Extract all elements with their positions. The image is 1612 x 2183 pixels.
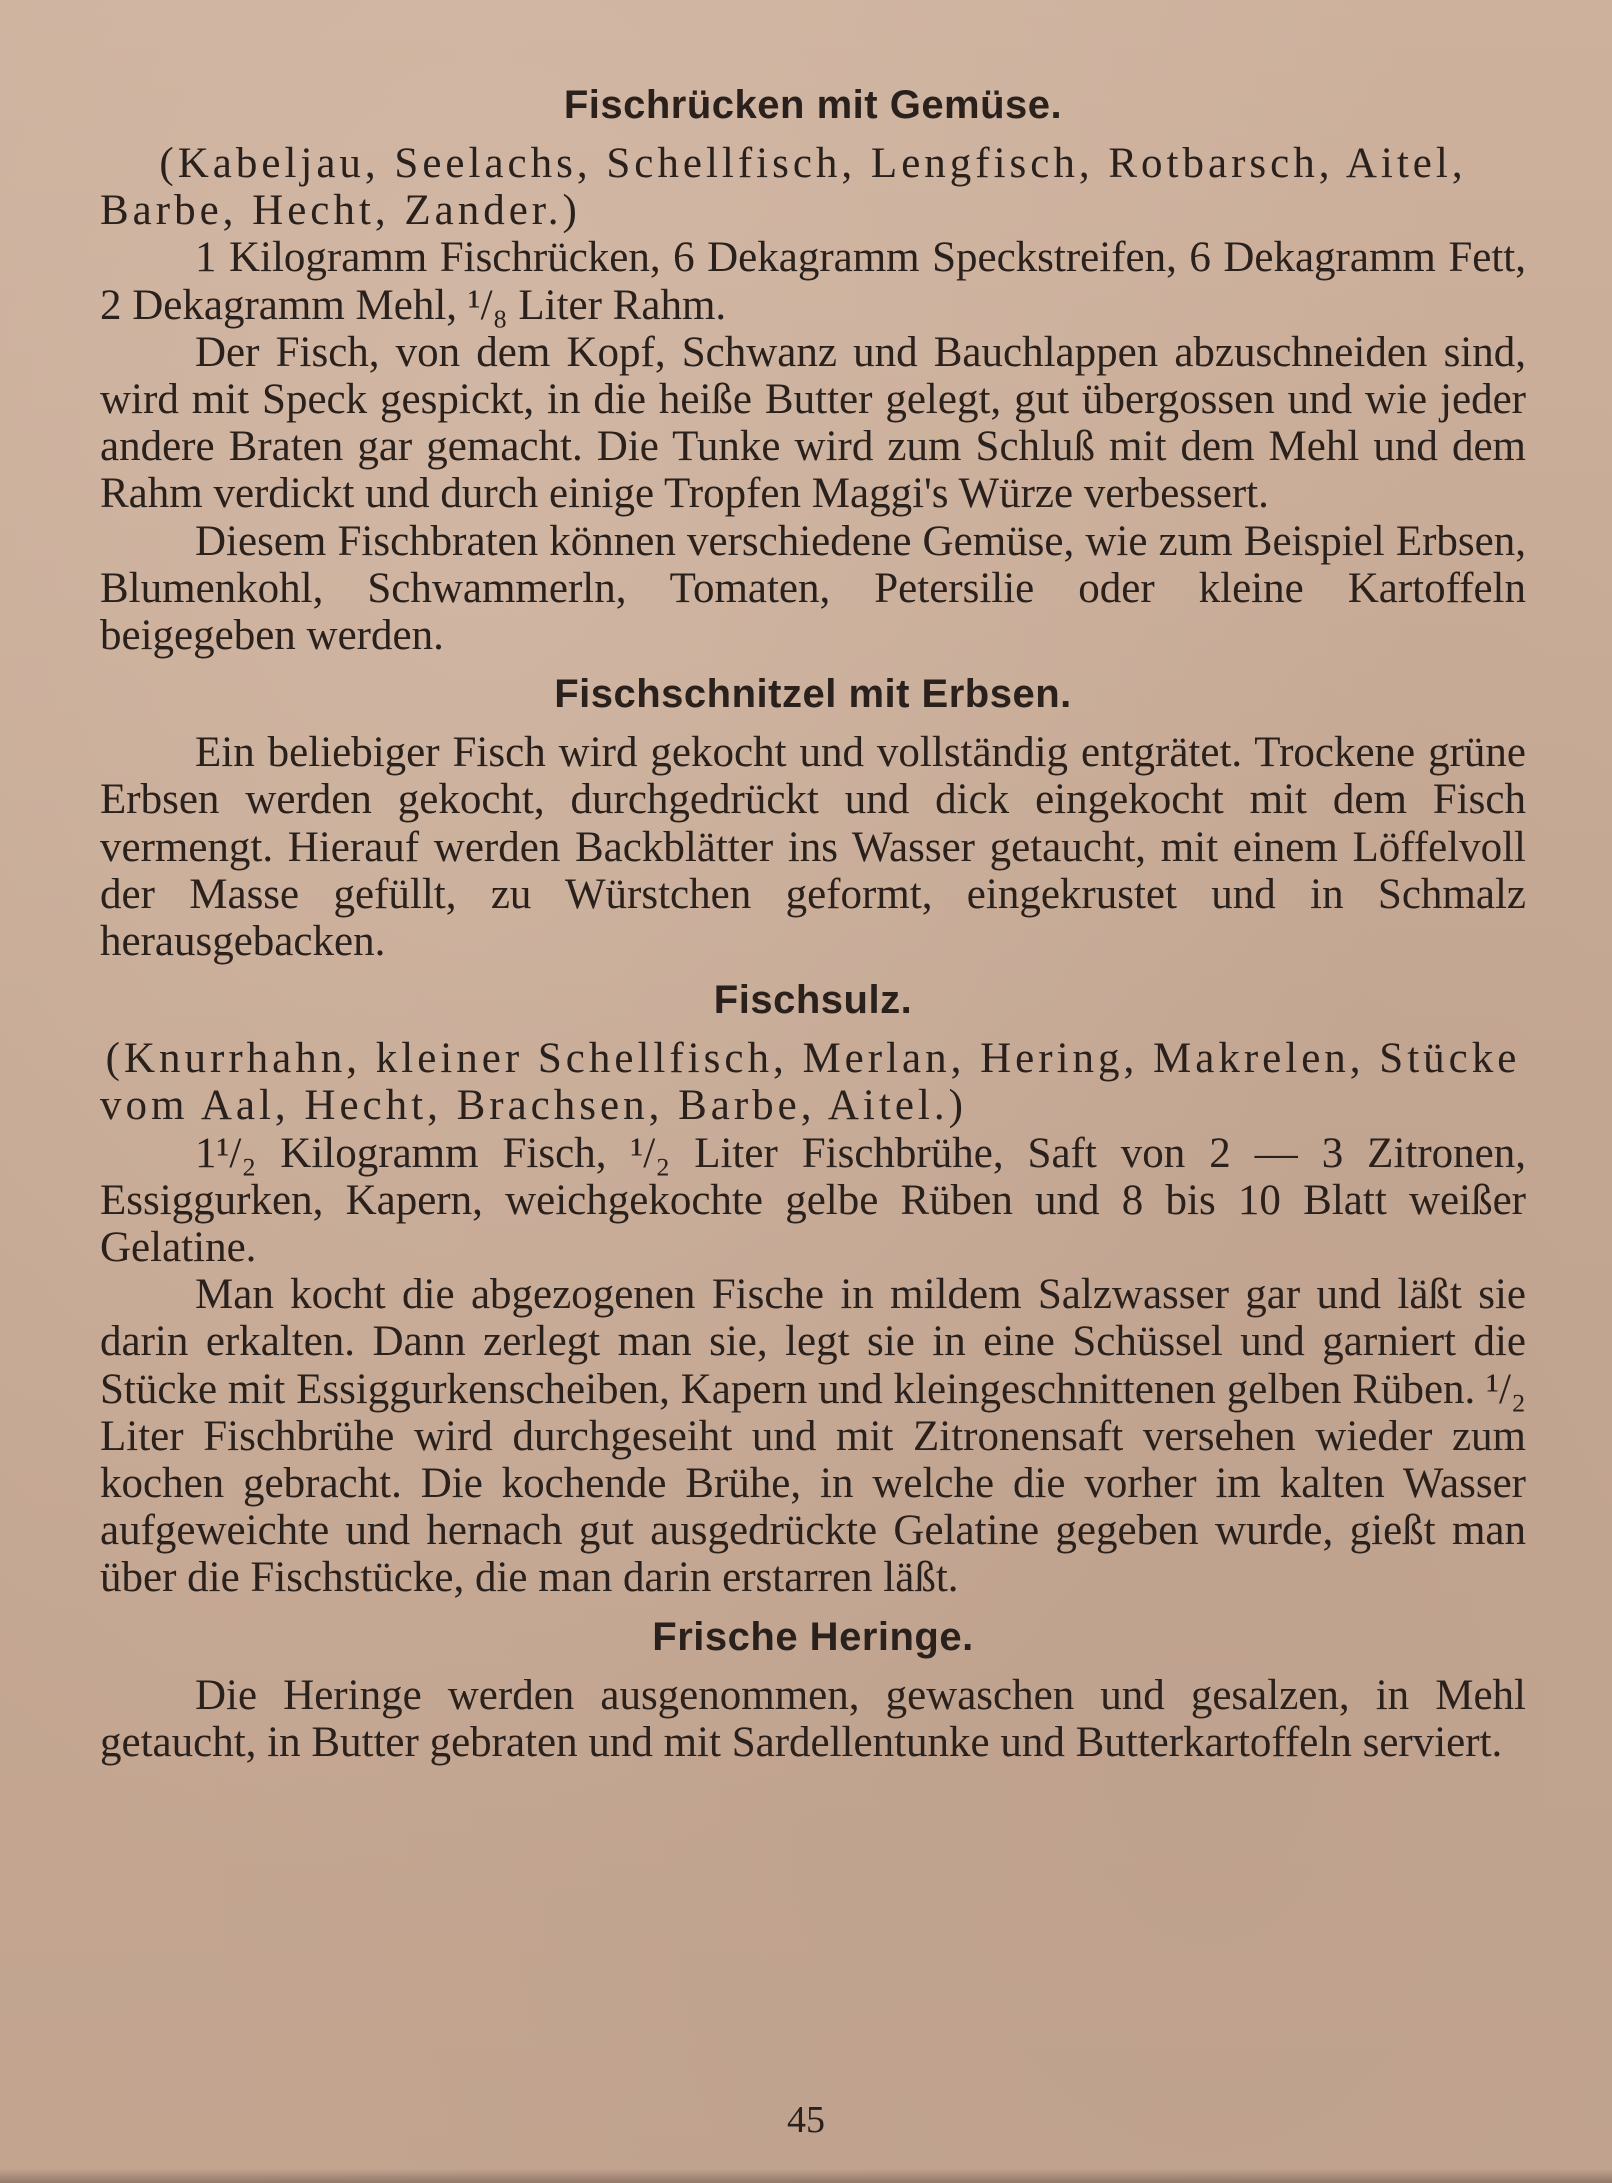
instructions-paragraph: Der Fisch, von dem Kopf, Schwanz und Bauchlappen abzuschneiden sind, wird mit Speck gespickt, in die heiße Butter gelegt, gut übergossen und wie jeder andere Braten gar gemacht. Die Tunke wird zum Schluß mit dem Mehl und dem Rahm verdickt und durch einige Tropfen Maggi's Würze verbessert. — [100, 328, 1526, 518]
ingredients-paragraph: 1 Kilogramm Fischrücken, 6 Dekagramm Speckstreifen, 6 Dekagramm Fett, 2 Dekagramm Mehl, ¹/₈ Liter Rahm. — [100, 234, 1526, 329]
ingredients-paragraph: 1¹/₂ Kilogramm Fisch, ¹/₂ Liter Fischbrühe, Saft von 2 — 3 Zitronen, Essiggurken, Kapern, weichgekochte gelbe Rüben und 8 bis 10 Blatt weißer Gelatine. — [100, 1129, 1526, 1272]
recipe-title: Fischsulz. — [713, 978, 913, 1023]
instructions-paragraph: Ein beliebiger Fisch wird gekocht und vollständig entgrätet. Trockene grüne Erbsen werden gekocht, durchgedrückt und dick eingekocht mit dem Fisch vermengt. Hierauf werden Backblätter ins Wasser getaucht, mit einem Löffelvoll der Masse gefüllt, zu Würstchen geformt, eingekrustet und in Schmalz herausgebacken. — [100, 729, 1526, 966]
recipe-title: Fischschnitzel mit Erbsen. — [554, 672, 1072, 717]
instructions-paragraph: Diesem Fischbraten können verschiedene Gemüse, wie zum Beispiel Erbsen, Blumenkohl, Schwammerln, Tomaten, Petersilie oder kleine Kartoffeln beigegeben werden. — [100, 517, 1526, 660]
instructions-paragraph: Man kocht die abgezogenen Fische in mildem Salzwasser gar und läßt sie darin erkalten. Dann zerlegt man sie, legt sie in eine Schüssel und garniert die Stücke mit Essiggurkenscheiben, Kapern und kleingeschnittenen gelben Rüben. ¹/₂ Liter Fischbrühe wird durchgeseiht und mit Zitronensaft versehen wieder zum kochen gebracht. Die kochende Brühe, in welche die vorher im kalten Wasser aufgeweichte und hernach gut ausgedrückte Gelatine gegeben wurde, gießt man über die Fischstücke, die man darin erstarren läßt. — [100, 1271, 1526, 1602]
fish-list: (Knurrhahn, kleiner Schellfisch, Merlan, Hering, Makrelen, Stücke vom Aal, Hecht, Brachsen, Barbe, Aitel.) — [100, 1035, 1521, 1130]
page-content — [100, 70, 1526, 1766]
recipe-title: Fischrücken mit Gemüse. — [563, 83, 1063, 127]
instructions-paragraph: Die Heringe werden ausgenommen, gewaschen und gesalzen, in Mehl getaucht, in Butter gebraten und mit Sardellentunke und Butterkartoffeln serviert. — [100, 1671, 1526, 1766]
recipe-title: Frische Heringe. — [652, 1614, 974, 1659]
page-number: 45 — [787, 2099, 825, 2141]
fish-list: (Kabeljau, Seelachs, Schellfisch, Lengfisch, Rotbarsch, Aitel, Barbe, Hecht, Zander.) — [100, 140, 1467, 235]
